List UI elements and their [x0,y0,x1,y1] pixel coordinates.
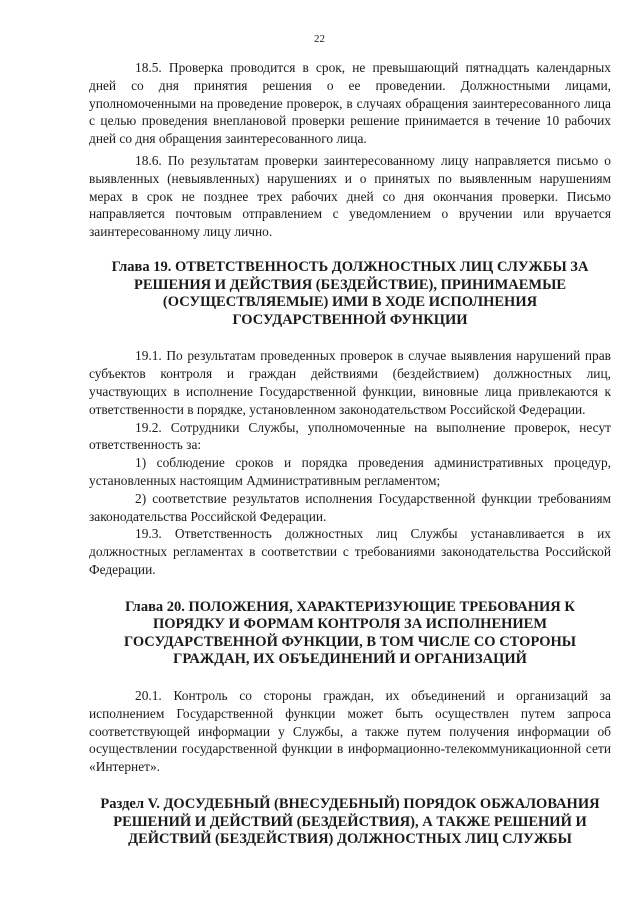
chapter-19-heading: Глава 19. ОТВЕТСТВЕННОСТЬ ДОЛЖНОСТНЫХ ЛИЦ СЛУЖБЫ ЗА РЕШЕНИЯ И ДЕЙСТВИЯ (БЕЗДЕЙСТВИЕ), ПРИНИМАЕМЫЕ (ОСУЩЕСТВЛЯЕМЫЕ) ИМИ В ХОДЕ ИСПОЛНЕНИЯ ГОСУДАРСТВЕННОЙ ФУНКЦИИ [111,258,589,328]
paragraph-20-1: 20.1. Контроль со стороны граждан, их объединений и организаций за исполнением Государственной функции может быть осуществлен путем запроса соответствующей информации у Службы, а также путем получения информации об осуществлении государственной функции в информационно-телекоммуникационной сети «Интернет». [89,688,611,775]
paragraph-19-2-item-1: 1) соблюдение сроков и порядка проведения административных процедур, установленных настоящим Административным регламентом; [89,455,611,488]
page-content [89,59,611,849]
chapter-20-heading: Глава 20. ПОЛОЖЕНИЯ, ХАРАКТЕРИЗУЮЩИЕ ТРЕБОВАНИЯ К ПОРЯДКУ И ФОРМАМ КОНТРОЛЯ ЗА ИСПОЛНЕНИЕМ ГОСУДАРСТВЕННОЙ ФУНКЦИИ, В ТОМ ЧИСЛЕ СО СТОРОНЫ ГРАЖДАН, ИХ ОБЪЕДИНЕНИЙ И ОРГАНИЗАЦИЙ [123,598,577,668]
section-5-heading: Раздел V. ДОСУДЕБНЫЙ (ВНЕСУДЕБНЫЙ) ПОРЯДОК ОБЖАЛОВАНИЯ РЕШЕНИЙ И ДЕЙСТВИЙ (БЕЗДЕЙСТВИЯ), А ТАКЖЕ РЕШЕНИЙ И ДЕЙСТВИЙ (БЕЗДЕЙСТВИЯ) ДОЛЖНОСТНЫХ ЛИЦ СЛУЖБЫ [100,796,600,848]
paragraph-18-5: 18.5. Проверка проводится в срок, не превышающий пятнадцать календарных дней со дня принятия решения о ее проведении. Должностными лицами, уполномоченными на проведение проверок, в случаях обращения заинтересованного лица с целью проведения внеплановой проверки решение принимается в течение 10 рабочих дней со дня обращения заинтересованного лица. [89,60,611,147]
paragraph-19-1: 19.1. По результатам проведенных проверок в случае выявления нарушений прав субъектов контроля и граждан действиями (бездействием) должностных лиц, участвующих в исполнение Государственной функции, виновные лица привлекаются к ответственности в порядке, установленном законодательством Российской Федерации. [89,348,611,417]
paragraph-18-6: 18.6. По результатам проверки заинтересованному лицу направляется письмо о выявленных (невыявленных) нарушениях и о принятых по выявленным нарушениям мерах в срок не позднее трех рабочих дней со дня окончания проверки. Письмо направляется почтовым отправлением с уведомлением о вручении или вручается заинтересованному лицу лично. [89,152,611,240]
paragraph-19-2: 19.2. Сотрудники Службы, уполномоченные на выполнение проверок, несут ответственность за: [89,419,611,453]
paragraph-19-2-item-2: 2) соответствие результатов исполнения Государственной функции требованиям законодательства Российской Федерации. [89,490,611,524]
paragraph-19-3: 19.3. Ответственность должностных лиц Службы устанавливается в их должностных регламентах в соответствии с требованиями законодательства Российской Федерации. [89,526,611,577]
page-number: 22 [314,33,325,45]
